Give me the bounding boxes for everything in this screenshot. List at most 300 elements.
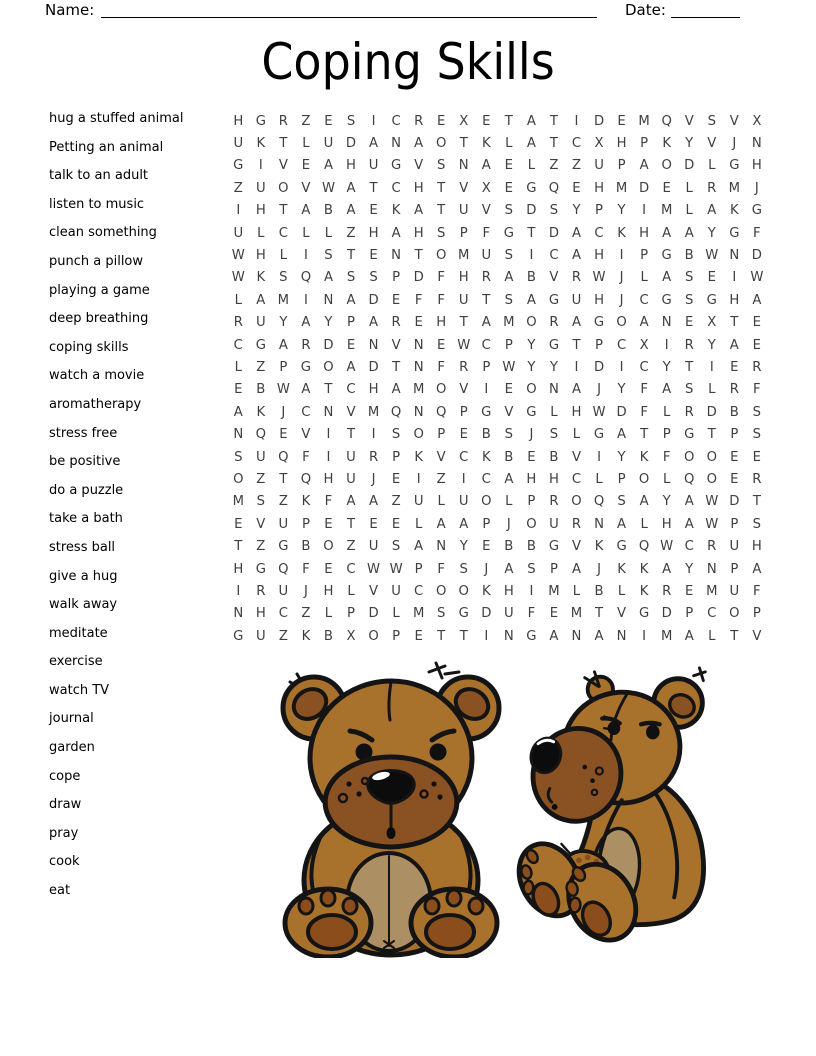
grid-cell: C — [346, 382, 356, 398]
grid-cell: Z — [571, 158, 581, 174]
grid-cell: D — [368, 292, 379, 308]
grid-cell: P — [482, 516, 491, 532]
grid-cell: T — [459, 315, 468, 331]
grid-cell: L — [302, 225, 310, 241]
grid-cell: F — [662, 449, 671, 465]
grid-cell: A — [549, 628, 559, 644]
grid-cell: H — [368, 225, 379, 241]
grid-cell: G — [751, 203, 762, 219]
grid-cell: K — [414, 449, 423, 465]
grid-cell: E — [391, 516, 401, 532]
grid-cell: N — [436, 539, 447, 555]
grid-cell: E — [369, 516, 378, 532]
grid-cell: V — [301, 427, 311, 443]
grid-cell: P — [414, 561, 423, 577]
grid-cell: K — [391, 203, 401, 219]
grid-cell: X — [459, 113, 469, 129]
grid-cell: F — [527, 606, 536, 622]
grid-cell: M — [458, 248, 470, 264]
grid-cell: R — [256, 583, 266, 599]
grid-cell: A — [662, 561, 672, 577]
grid-cell: E — [730, 471, 739, 487]
grid-cell: Y — [707, 337, 716, 353]
grid-cell: P — [617, 158, 626, 174]
grid-cell: M — [615, 180, 628, 196]
grid-cell: G — [300, 359, 312, 375]
grid-cell: A — [571, 561, 581, 577]
grid-cell: N — [413, 337, 424, 353]
grid-cell: N — [594, 516, 604, 532]
grid-cell: S — [504, 248, 514, 264]
grid-cell: Z — [256, 471, 266, 487]
grid-cell: G — [616, 539, 627, 555]
grid-cell: T — [346, 427, 356, 443]
grid-cell: K — [662, 136, 671, 152]
grid-cell: E — [324, 561, 333, 577]
grid-cell: E — [324, 516, 333, 532]
grid-cell: V — [301, 180, 311, 196]
grid-cell: M — [277, 292, 290, 308]
grid-cell: T — [346, 248, 356, 264]
grid-cell: V — [459, 180, 469, 196]
grid-cell: C — [459, 449, 469, 465]
grid-cell: B — [594, 583, 604, 599]
grid-cell: I — [416, 471, 421, 487]
grid-cell: N — [458, 158, 469, 174]
grid-cell: S — [685, 382, 694, 398]
grid-cell: S — [391, 539, 401, 555]
grid-cell: A — [504, 270, 514, 286]
grid-cell: Q — [436, 404, 447, 420]
word-list-item: draw — [49, 797, 82, 813]
grid-cell: F — [437, 359, 445, 375]
grid-cell: N — [368, 337, 379, 353]
grid-cell: K — [617, 225, 626, 241]
grid-cell: E — [301, 158, 311, 174]
grid-cell: H — [233, 561, 244, 577]
grid-cell: I — [326, 427, 331, 443]
grid-cell: G — [526, 180, 537, 196]
grid-cell: W — [705, 494, 719, 510]
grid-cell: O — [436, 248, 447, 264]
grid-cell: N — [323, 404, 334, 420]
grid-cell: U — [458, 292, 469, 308]
grid-cell: L — [595, 471, 603, 487]
grid-cell: M — [638, 113, 650, 129]
grid-cell: E — [414, 628, 423, 644]
grid-cell: L — [527, 158, 536, 174]
grid-cell: Z — [301, 113, 311, 129]
grid-cell: G — [729, 158, 740, 174]
grid-cell: C — [414, 583, 424, 599]
word-list-item: talk to an adult — [49, 168, 149, 184]
grid-cell: G — [233, 628, 244, 644]
grid-cell: D — [368, 606, 379, 622]
grid-cell: W — [321, 180, 335, 196]
grid-cell: T — [437, 180, 446, 196]
grid-cell: D — [323, 337, 334, 353]
grid-cell: D — [368, 359, 379, 375]
grid-cell: N — [233, 606, 244, 622]
grid-cell: P — [482, 359, 491, 375]
grid-cell: K — [481, 449, 491, 465]
grid-cell: U — [549, 516, 559, 532]
grid-cell: W — [705, 248, 719, 264]
grid-cell: P — [730, 561, 739, 577]
grid-cell: K — [481, 583, 491, 599]
grid-cell: D — [729, 494, 740, 510]
grid-cell: E — [279, 427, 288, 443]
grid-cell: K — [617, 561, 626, 577]
grid-cell: Q — [255, 427, 267, 443]
grid-cell: F — [753, 225, 761, 241]
grid-cell: V — [617, 606, 627, 622]
teddy-bear-side-illustration — [504, 666, 718, 944]
grid-cell: G — [661, 248, 672, 264]
grid-cell: W — [457, 337, 471, 353]
grid-cell: A — [617, 516, 627, 532]
grid-cell: Z — [436, 471, 446, 487]
grid-cell: T — [279, 136, 288, 152]
grid-cell: C — [684, 539, 694, 555]
grid-cell: U — [233, 225, 244, 241]
grid-cell: Y — [279, 315, 288, 331]
grid-cell: M — [412, 606, 425, 622]
grid-cell: A — [662, 382, 672, 398]
grid-cell: P — [504, 337, 513, 353]
name-field[interactable] — [101, 0, 597, 18]
grid-cell: A — [684, 225, 694, 241]
grid-cell: D — [616, 404, 627, 420]
grid-cell: G — [548, 539, 560, 555]
grid-cell: B — [684, 248, 694, 264]
grid-cell: S — [504, 292, 514, 308]
grid-cell: A — [369, 136, 379, 152]
grid-cell: F — [437, 270, 445, 286]
grid-cell: E — [707, 270, 716, 286]
grid-cell: O — [233, 471, 244, 487]
grid-cell: I — [529, 248, 534, 264]
grid-cell: H — [346, 158, 356, 174]
date-field[interactable] — [671, 0, 740, 18]
word-list-item: stress ball — [49, 539, 116, 555]
grid-cell: V — [436, 449, 446, 465]
grid-cell: A — [639, 494, 649, 510]
grid-cell: H — [323, 583, 334, 599]
word-list-item: listen to music — [49, 196, 145, 212]
grid-cell: A — [571, 248, 581, 264]
grid-cell: E — [504, 158, 513, 174]
grid-cell: Z — [301, 606, 311, 622]
grid-cell: H — [751, 158, 762, 174]
grid-cell: A — [504, 561, 514, 577]
grid-cell: E — [752, 337, 762, 353]
grid-cell: D — [751, 248, 762, 264]
grid-cell: C — [549, 248, 559, 264]
grid-cell: R — [549, 494, 559, 510]
grid-cell: O — [436, 136, 447, 152]
grid-cell: U — [571, 292, 582, 308]
grid-cell: J — [303, 583, 308, 599]
grid-cell: K — [481, 136, 491, 152]
grid-cell: P — [459, 225, 468, 241]
grid-cell: S — [685, 270, 694, 286]
grid-cell: Z — [233, 180, 243, 196]
grid-cell: Q — [638, 539, 650, 555]
grid-cell: A — [639, 158, 649, 174]
grid-cell: I — [529, 583, 534, 599]
grid-cell: T — [459, 136, 468, 152]
grid-cell: H — [255, 248, 266, 264]
grid-cell: D — [661, 606, 672, 622]
grid-cell: I — [236, 583, 241, 599]
grid-cell: D — [593, 113, 605, 129]
grid-cell: T — [234, 539, 243, 555]
grid-cell: P — [527, 494, 536, 510]
grid-cell: I — [303, 248, 308, 264]
grid-cell: A — [369, 494, 379, 510]
word-list-item: hug a stuffed animal — [49, 111, 184, 126]
grid-cell: W — [502, 359, 516, 375]
grid-cell: P — [595, 203, 603, 219]
word-list-item: aromatherapy — [49, 396, 142, 412]
grid-cell: C — [481, 337, 491, 353]
grid-cell: J — [619, 292, 624, 308]
grid-cell: P — [347, 606, 355, 622]
grid-cell: V — [369, 583, 379, 599]
grid-cell: A — [662, 270, 672, 286]
word-list-item: stress free — [49, 425, 118, 441]
grid-cell: O — [323, 539, 334, 555]
grid-cell: T — [752, 494, 761, 510]
grid-cell: Q — [278, 561, 289, 577]
grid-cell: B — [481, 427, 491, 443]
grid-cell: K — [256, 270, 266, 286]
grid-cell: R — [684, 404, 694, 420]
grid-cell: G — [548, 337, 560, 353]
grid-cell: B — [729, 404, 739, 420]
grid-cell: V — [391, 337, 401, 353]
grid-cell: J — [619, 270, 624, 286]
grid-cell: N — [616, 628, 627, 644]
grid-cell: E — [504, 382, 513, 398]
grid-cell: H — [616, 136, 627, 152]
grid-cell: D — [413, 270, 424, 286]
grid-cell: P — [617, 471, 626, 487]
grid-cell: I — [371, 427, 376, 443]
grid-cell: R — [414, 113, 424, 129]
grid-cell: R — [752, 359, 762, 375]
grid-cell: A — [504, 471, 514, 487]
grid-cell: L — [572, 583, 581, 599]
grid-cell: P — [662, 427, 671, 443]
grid-cell: Q — [684, 471, 695, 487]
grid-cell: J — [732, 136, 737, 152]
grid-cell: H — [594, 180, 604, 196]
grid-cell: H — [594, 248, 604, 264]
grid-cell: X — [481, 180, 491, 196]
word-list-item: meditate — [49, 625, 108, 641]
grid-cell: K — [301, 494, 311, 510]
grid-cell: W — [367, 561, 381, 577]
grid-cell: F — [482, 225, 491, 241]
grid-cell: U — [255, 315, 266, 331]
grid-cell: A — [414, 203, 424, 219]
grid-cell: A — [391, 225, 401, 241]
grid-cell: F — [437, 561, 445, 577]
grid-cell: F — [753, 583, 761, 599]
word-list-item: be positive — [49, 454, 121, 470]
grid-cell: X — [707, 315, 717, 331]
grid-cell: N — [729, 248, 740, 264]
word-list-item: exercise — [49, 654, 103, 670]
grid-cell: T — [594, 606, 604, 622]
grid-cell: U — [278, 583, 289, 599]
grid-cell: N — [233, 427, 244, 443]
grid-cell: B — [323, 628, 333, 644]
grid-cell: H — [458, 270, 469, 286]
grid-cell: K — [639, 449, 649, 465]
grid-cell: D — [706, 404, 717, 420]
grid-cell: T — [279, 203, 288, 219]
grid-cell: A — [414, 539, 424, 555]
grid-cell: W — [750, 270, 764, 286]
grid-cell: N — [548, 382, 559, 398]
grid-cell: S — [279, 270, 288, 286]
grid-cell: F — [414, 292, 423, 308]
grid-cell: S — [527, 561, 536, 577]
grid-cell: Y — [527, 359, 536, 375]
grid-cell: H — [571, 404, 582, 420]
grid-cell: R — [707, 539, 717, 555]
grid-cell: B — [301, 539, 311, 555]
grid-cell: P — [347, 315, 355, 331]
grid-cell: G — [255, 337, 266, 353]
grid-cell: A — [526, 113, 536, 129]
grid-cell: A — [414, 136, 424, 152]
grid-cell: O — [571, 494, 582, 510]
grid-cell: V — [684, 113, 694, 129]
grid-cell: G — [458, 606, 469, 622]
grid-cell: R — [301, 337, 311, 353]
grid-cell: V — [752, 628, 762, 644]
grid-cell: Z — [256, 539, 266, 555]
grid-cell: C — [594, 225, 604, 241]
grid-cell: U — [413, 494, 424, 510]
grid-cell: T — [279, 471, 288, 487]
grid-cell: Y — [707, 225, 716, 241]
grid-cell: K — [594, 539, 604, 555]
grid-cell: S — [504, 203, 514, 219]
grid-cell: E — [572, 180, 581, 196]
grid-cell: G — [639, 606, 650, 622]
grid-cell: Z — [346, 539, 356, 555]
grid-cell: R — [481, 270, 491, 286]
grid-cell: S — [707, 113, 716, 129]
grid-cell: Q — [390, 404, 402, 420]
grid-cell: R — [752, 471, 762, 487]
grid-cell: A — [752, 561, 762, 577]
grid-cell: L — [505, 136, 513, 152]
grid-cell: I — [642, 628, 647, 644]
grid-cell: V — [571, 539, 581, 555]
grid-cell: S — [324, 248, 333, 264]
grid-cell: G — [593, 427, 605, 443]
grid-cell: P — [392, 628, 401, 644]
grid-cell: W — [231, 248, 245, 264]
grid-cell: O — [436, 583, 447, 599]
grid-cell: V — [459, 382, 469, 398]
grid-cell: A — [459, 516, 469, 532]
grid-cell: K — [301, 628, 311, 644]
grid-cell: Y — [527, 337, 536, 353]
grid-cell: S — [504, 427, 514, 443]
grid-cell: A — [684, 494, 694, 510]
grid-cell: N — [503, 628, 514, 644]
grid-cell: Z — [391, 494, 401, 510]
grid-cell: L — [347, 583, 355, 599]
grid-cell: L — [234, 359, 242, 375]
grid-cell: X — [639, 337, 649, 353]
grid-cell: D — [345, 136, 357, 152]
grid-cell: I — [619, 359, 624, 375]
grid-cell: O — [661, 158, 672, 174]
grid-cell: P — [752, 606, 761, 622]
grid-cell: N — [661, 315, 672, 331]
grid-cell: B — [526, 539, 536, 555]
grid-cell: G — [526, 404, 537, 420]
grid-cell: H — [323, 471, 334, 487]
grid-cell: E — [730, 359, 739, 375]
grid-cell: L — [550, 404, 558, 420]
grid-cell: K — [256, 404, 266, 420]
grid-cell: R — [391, 315, 401, 331]
grid-cell: T — [685, 359, 694, 375]
grid-cell: O — [323, 359, 334, 375]
grid-cell: I — [642, 203, 647, 219]
grid-cell: M — [412, 382, 425, 398]
grid-cell: I — [303, 292, 308, 308]
grid-cell: R — [233, 315, 243, 331]
grid-cell: L — [234, 292, 242, 308]
grid-cell: H — [503, 583, 514, 599]
grid-cell: P — [279, 359, 288, 375]
grid-cell: D — [593, 359, 605, 375]
grid-cell: F — [437, 292, 445, 308]
grid-cell: S — [752, 516, 762, 532]
word-list-item: garden — [49, 740, 95, 756]
grid-cell: S — [459, 561, 468, 577]
date-label: Date: — [625, 1, 666, 19]
grid-cell: T — [346, 516, 356, 532]
grid-cell: K — [256, 136, 266, 152]
grid-cell: S — [617, 494, 626, 510]
grid-cell: M — [232, 494, 244, 510]
grid-cell: A — [684, 628, 694, 644]
grid-cell: S — [256, 494, 265, 510]
grid-cell: S — [437, 225, 446, 241]
grid-cell: H — [526, 471, 537, 487]
grid-cell: S — [437, 606, 446, 622]
grid-cell: U — [729, 583, 740, 599]
grid-cell: O — [706, 471, 717, 487]
word-list-item: cook — [49, 854, 80, 870]
grid-cell: O — [638, 471, 650, 487]
grid-cell: Z — [278, 628, 288, 644]
grid-cell: A — [301, 382, 311, 398]
grid-cell: A — [346, 359, 356, 375]
grid-cell: Y — [662, 494, 671, 510]
